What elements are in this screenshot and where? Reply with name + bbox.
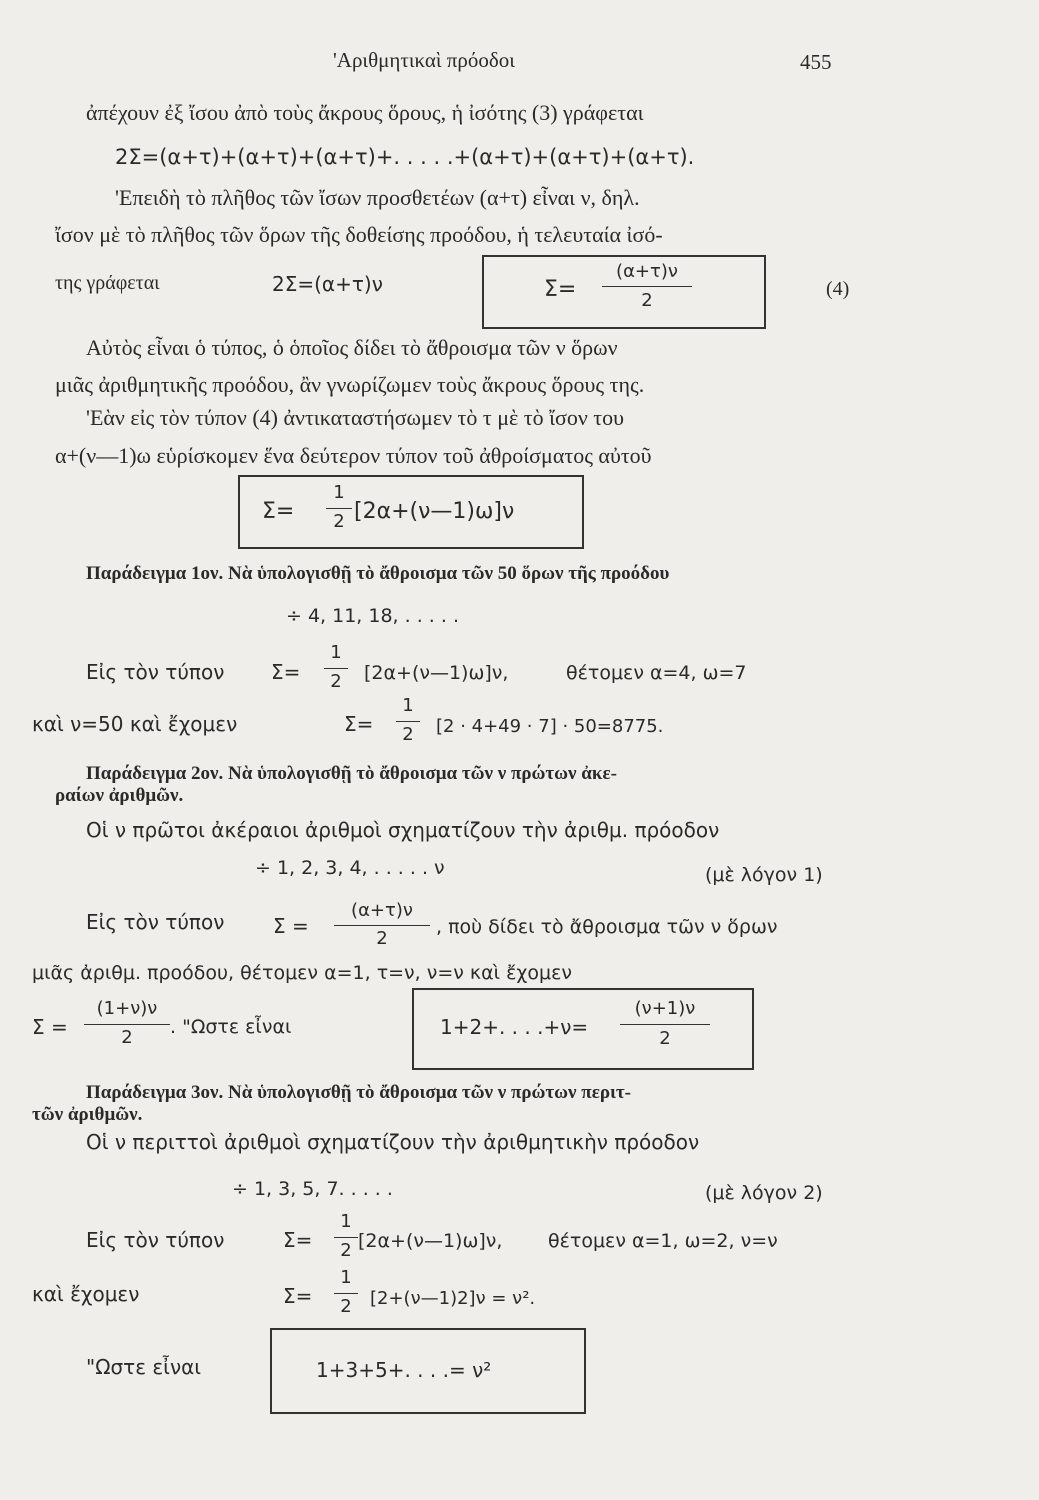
text-line: μιᾶς ἀριθμ. προόδου, θέτομεν α=1, τ=ν, ν=ν καὶ ἔχομεν xyxy=(32,962,572,984)
fraction-bar xyxy=(602,286,692,287)
formula-lhs: Σ= xyxy=(271,660,301,684)
formula-numerator: 1 xyxy=(340,1211,352,1232)
formula-lhs: Σ= xyxy=(283,1228,313,1252)
fraction-bar xyxy=(326,508,352,509)
example-heading: Παράδειγμα 2ον. Νὰ ὑπολογισθῇ τὸ ἄθροισμα τῶν ν πρώτων ἀκε- xyxy=(86,763,617,784)
text-line: . "Ωστε εἶναι xyxy=(170,1016,292,1038)
formula-rhs: [2 · 4+49 · 7] · 50=8775. xyxy=(436,716,664,737)
formula-numerator: (α+τ)ν xyxy=(616,261,678,282)
text-line: 'Εὰν εἰς τὸν τύπον (4) ἀντικαταστήσωμεν τὸ τ μὲ τὸ ἴσον του xyxy=(86,405,625,430)
running-title: 'Αριθμητικαὶ πρόοδοι xyxy=(333,48,515,72)
example-heading: τῶν ἀριθμῶν. xyxy=(32,1104,143,1125)
formula-numerator: 1 xyxy=(402,695,414,716)
formula-denominator: 2 xyxy=(121,1027,133,1048)
formula-lhs: Σ = xyxy=(273,914,309,938)
page-number: 455 xyxy=(800,50,832,74)
formula-denominator: 2 xyxy=(659,1028,671,1049)
fraction-bar xyxy=(334,925,430,926)
final-formula: 1+3+5+. . . .= ν² xyxy=(316,1358,492,1382)
text-line: ἀπέχουν ἐξ ἴσου ἀπὸ τοὺς ἄκρους ὅρους, ἡ ἰσότης (3) γράφεται xyxy=(86,100,644,125)
text-line: Οἱ ν πρῶτοι ἀκέραιοι ἀριθμοὶ σχηματίζουν τὴν ἀριθμ. πρόοδον xyxy=(86,818,720,842)
formula-denominator: 2 xyxy=(340,1240,352,1261)
text-line: θέτομεν α=1, ω=2, ν=ν xyxy=(548,1230,778,1252)
sequence: ÷ 4, 11, 18, . . . . . xyxy=(286,605,459,627)
result-box xyxy=(412,988,754,1070)
text-line: καὶ ἔχομεν xyxy=(32,1282,140,1306)
text-line: καὶ ν=50 καὶ ἔχομεν xyxy=(32,712,238,736)
formula-denominator: 2 xyxy=(340,1296,352,1317)
text-line: Εἰς τὸν τύπον xyxy=(86,660,225,684)
final-result-box xyxy=(270,1328,586,1414)
text-line: ἴσον μὲ τὸ πλῆθος τῶν ὅρων τῆς δοθείσης προόδου, ἡ τελευταία ἰσό- xyxy=(55,222,663,247)
sequence: ÷ 1, 3, 5, 7. . . . . xyxy=(232,1178,393,1200)
example-heading: Παράδειγμα 1ον. Νὰ ὑπολογισθῇ τὸ ἄθροισμα τῶν 50 ὅρων τῆς προόδου xyxy=(86,563,670,584)
formula-lhs: Σ= xyxy=(344,712,374,736)
text-line: Αὐτὸς εἶναι ὁ τύπος, ὁ ὁποῖος δίδει τὸ ἄθροισμα τῶν ν ὅρων xyxy=(86,335,618,360)
formula-numerator: 1 xyxy=(340,1267,352,1288)
formula-lhs: Σ= xyxy=(262,499,295,524)
text-line: θέτομεν α=4, ω=7 xyxy=(566,662,747,684)
example-heading: Παράδειγμα 3ον. Νὰ ὑπολογισθῇ τὸ ἄθροισμα τῶν ν πρώτων περιτ- xyxy=(86,1082,631,1103)
formula-box-5 xyxy=(238,475,584,549)
text-line: , ποὺ δίδει τὸ ἄθροισμα τῶν ν ὅρων xyxy=(436,916,778,938)
text-line: α+(ν—1)ω εὑρίσκομεν ἕνα δεύτερον τύπον τοῦ ἀθροίσματος αὐτοῦ xyxy=(55,443,652,468)
formula-numerator: 1 xyxy=(333,482,345,503)
text-line: Εἰς τὸν τύπον xyxy=(86,1228,225,1252)
equation-line: 2Σ=(α+τ)+(α+τ)+(α+τ)+. . . . .+(α+τ)+(α+τ)+(α+τ). xyxy=(115,145,695,169)
equation-line: 2Σ=(α+τ)ν xyxy=(272,272,383,296)
ratio-note: (μὲ λόγον 2) xyxy=(705,1182,823,1204)
text-line: "Ωστε εἶναι xyxy=(86,1355,202,1379)
text-line: μιᾶς ἀριθμητικῆς προόδου, ἂν γνωρίζωμεν τοὺς ἄκρους ὅρους της. xyxy=(55,372,645,397)
ratio-note: (μὲ λόγον 1) xyxy=(705,864,823,886)
sequence: ÷ 1, 2, 3, 4, . . . . . ν xyxy=(255,857,445,879)
fraction-bar xyxy=(84,1024,170,1025)
formula-numerator: (ν+1)ν xyxy=(634,998,696,1019)
fraction-bar xyxy=(334,1237,358,1238)
text-line: 'Επειδὴ τὸ πλῆθος τῶν ἴσων προσθετέων (α+τ) εἶναι ν, δηλ. xyxy=(115,185,640,210)
equation-label: (4) xyxy=(826,278,850,300)
formula-rhs: [2+(ν—1)2]ν = ν². xyxy=(370,1288,536,1309)
formula-denominator: 2 xyxy=(330,671,342,692)
fraction-bar xyxy=(396,721,420,722)
formula-denominator: 2 xyxy=(333,511,345,532)
example-heading: ραίων ἀριθμῶν. xyxy=(55,785,184,806)
formula-lhs: Σ= xyxy=(283,1284,313,1308)
text-line: Οἱ ν περιττοὶ ἀριθμοὶ σχηματίζουν τὴν ἀριθμητικὴν πρόοδον xyxy=(86,1130,700,1154)
formula-lhs: Σ= xyxy=(544,277,577,302)
formula-numerator: (α+τ)ν xyxy=(351,900,413,921)
formula-lhs: 1+2+. . . .+ν= xyxy=(440,1015,589,1039)
fraction-bar xyxy=(334,1293,358,1294)
formula-rhs: [2α+(ν—1)ω]ν, xyxy=(364,662,509,684)
text-line: Εἰς τὸν τύπον xyxy=(86,910,225,934)
formula-denominator: 2 xyxy=(402,724,414,745)
formula-rhs: [2α+(ν—1)ω]ν, xyxy=(358,1230,503,1252)
formula-denominator: 2 xyxy=(641,290,653,311)
formula-box-4 xyxy=(482,255,766,329)
fraction-bar xyxy=(620,1024,710,1025)
text-line: της γράφεται xyxy=(55,272,160,294)
formula-lhs: Σ = xyxy=(32,1015,68,1039)
formula-numerator: 1 xyxy=(330,642,342,663)
formula-rhs: [2α+(ν—1)ω]ν xyxy=(354,499,515,524)
formula-numerator: (1+ν)ν xyxy=(96,998,158,1019)
fraction-bar xyxy=(324,668,348,669)
formula-denominator: 2 xyxy=(376,928,388,949)
